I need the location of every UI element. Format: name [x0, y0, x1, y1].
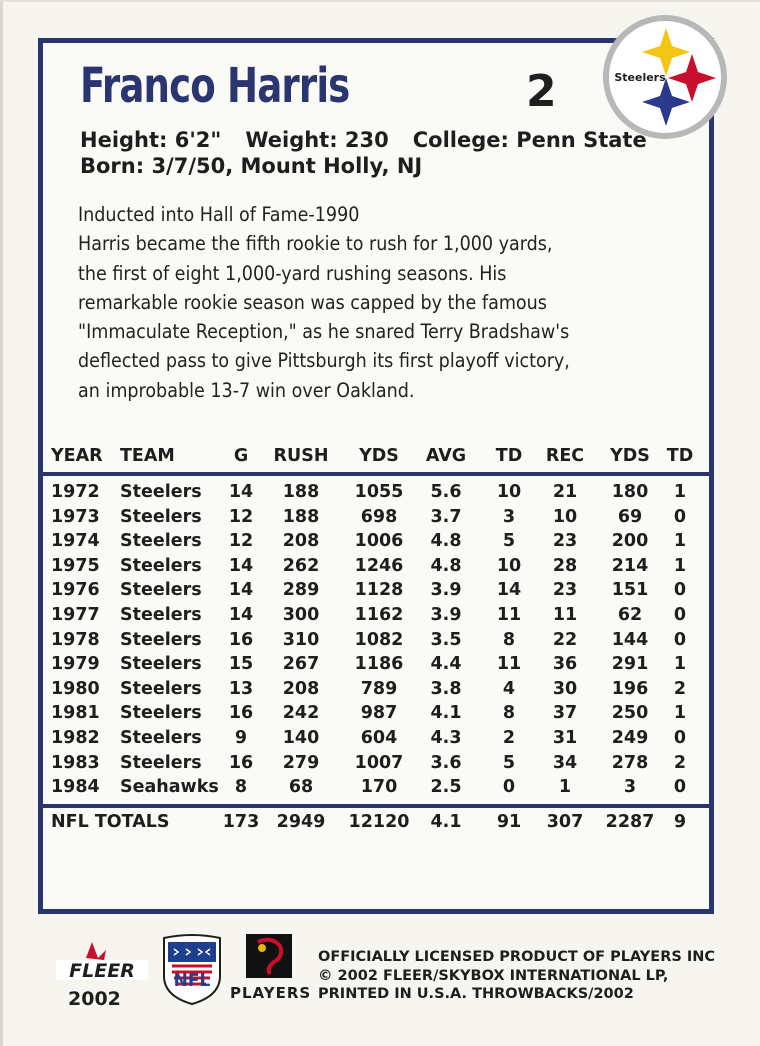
stat-cell: Steelers — [120, 629, 202, 650]
table-row — [43, 480, 709, 505]
stat-cell: 11 — [552, 604, 578, 625]
stat-cell: 987 — [360, 703, 398, 724]
table-row — [43, 529, 709, 554]
stat-cell: 28 — [552, 555, 578, 576]
stat-cell: 0 — [673, 727, 687, 748]
stat-cell: Steelers — [120, 727, 202, 748]
stat-cell: 1 — [673, 531, 687, 552]
table-row — [43, 726, 709, 751]
stat-cell: 14 — [228, 482, 254, 502]
stat-cell: 11 — [496, 604, 522, 625]
stat-cell: 4 — [502, 678, 516, 699]
stat-cell: 1006 — [354, 531, 404, 552]
stat-cell: Steelers — [120, 604, 202, 625]
stat-cell: 1 — [673, 654, 687, 675]
stat-cell: 1972 — [51, 482, 100, 502]
table-row — [43, 677, 709, 702]
stat-cell: 604 — [360, 727, 398, 748]
stat-cell: 170 — [360, 777, 398, 798]
stat-cell: 31 — [552, 727, 578, 748]
table-row — [43, 603, 709, 628]
stat-cell: 1983 — [51, 752, 100, 773]
stat-cell: 173 — [222, 811, 260, 832]
stat-cell: 200 — [611, 531, 649, 552]
height: Height: 6'2" — [80, 128, 222, 152]
stat-cell: Steelers — [120, 531, 202, 552]
stat-cell: 5 — [502, 531, 516, 552]
stat-cell: 2949 — [276, 811, 326, 832]
player-measurements — [80, 128, 671, 152]
stats-table — [43, 444, 709, 834]
table-row — [43, 554, 709, 579]
stat-cell: 91 — [496, 811, 522, 832]
stat-cell: 1974 — [51, 531, 100, 552]
fleer-logo — [56, 936, 151, 1010]
bio-text — [78, 200, 678, 405]
stat-cell: 188 — [282, 482, 320, 502]
stat-cell: 1 — [673, 703, 687, 724]
stats-header-cell: G — [233, 446, 249, 466]
stat-cell: 9 — [673, 811, 687, 832]
stat-cell: 8 — [502, 703, 516, 724]
stat-cell: 250 — [611, 703, 649, 724]
stat-cell: 144 — [611, 629, 649, 650]
table-row — [43, 505, 709, 530]
stat-cell: 1007 — [354, 752, 404, 773]
stat-cell: 16 — [228, 752, 254, 773]
stat-cell: 1977 — [51, 604, 100, 625]
stat-cell: 37 — [552, 703, 578, 724]
stat-cell: 698 — [360, 506, 398, 527]
stat-cell: 3.8 — [430, 678, 462, 699]
stat-cell: 1976 — [51, 580, 100, 601]
college: College: Penn State — [412, 128, 647, 152]
stat-cell: 249 — [611, 727, 649, 748]
stat-cell: 12120 — [348, 811, 410, 832]
stat-cell: 0 — [673, 604, 687, 625]
table-row — [43, 775, 709, 800]
stats-header-cell: AVG — [425, 446, 467, 466]
stat-cell: 10 — [496, 555, 522, 576]
stat-cell: 15 — [228, 654, 254, 675]
players-wordmark: PLAYERS — [230, 984, 312, 1002]
stat-cell: 1186 — [354, 654, 404, 675]
stat-cell: 1082 — [354, 629, 404, 650]
stat-cell: 242 — [282, 703, 320, 724]
stat-cell: 0 — [673, 629, 687, 650]
stat-cell: 1055 — [354, 482, 404, 502]
stat-cell: 14 — [228, 555, 254, 576]
stat-cell: 2 — [673, 752, 687, 773]
stat-cell: 5.6 — [430, 482, 462, 502]
stat-cell: 10 — [552, 506, 578, 527]
stat-cell: 278 — [611, 752, 649, 773]
stat-cell: 1973 — [51, 506, 100, 527]
stat-cell: 3.5 — [430, 629, 462, 650]
fleer-year: 2002 — [68, 988, 121, 1010]
stats-header-cell: YDS — [359, 446, 399, 466]
stat-cell: 11 — [496, 654, 522, 675]
stat-cell: 36 — [552, 654, 578, 675]
stat-cell: 262 — [282, 555, 320, 576]
stat-cell: 140 — [282, 727, 320, 748]
bio-line: the first of eight 1,000-yard rushing seasons. His — [78, 261, 507, 285]
stat-cell: 188 — [282, 506, 320, 527]
stats-header-cell: REC — [545, 446, 585, 466]
stat-cell: 2287 — [605, 811, 655, 832]
stat-cell: 208 — [282, 678, 320, 699]
stat-cell: 22 — [552, 629, 578, 650]
stat-cell: 16 — [228, 629, 254, 650]
stat-cell: 3.6 — [430, 752, 462, 773]
bio-line: an improbable 13-7 win over Oakland. — [78, 378, 415, 402]
stat-cell: 1162 — [354, 604, 404, 625]
stats-header-cell: TD — [495, 446, 523, 466]
stat-cell: Steelers — [120, 678, 202, 699]
player-name: Franco Harris — [80, 58, 350, 114]
stat-cell: 1981 — [51, 703, 100, 724]
stat-cell: 1128 — [354, 580, 404, 601]
stat-cell: 4.8 — [430, 555, 462, 576]
born: Born: 3/7/50, Mount Holly, NJ — [80, 154, 423, 178]
stat-cell: 21 — [552, 482, 578, 502]
table-row — [43, 701, 709, 726]
stat-cell: 9 — [234, 727, 248, 748]
stat-cell: 1 — [673, 482, 687, 502]
stat-cell: 68 — [288, 777, 314, 798]
bio-line: Harris became the fifth rookie to rush for 1,000 yards, — [78, 232, 553, 256]
player-number: 2 — [526, 66, 557, 117]
bio-line: remarkable rookie season was capped by the famous — [78, 290, 547, 314]
stat-cell: 2.5 — [430, 777, 462, 798]
legal-line: OFFICIALLY LICENSED PRODUCT OF PLAYERS INC — [318, 949, 716, 965]
stat-cell: 291 — [611, 654, 649, 675]
stat-cell: 4.1 — [430, 811, 462, 832]
stat-cell: 13 — [228, 678, 254, 699]
stat-cell: NFL TOTALS — [51, 811, 170, 832]
header-rule — [43, 472, 709, 476]
stat-cell: 23 — [552, 580, 578, 601]
legal-line: © 2002 FLEER/SKYBOX INTERNATIONAL LP, — [318, 967, 669, 984]
stat-cell: 4.3 — [430, 727, 462, 748]
stat-cell: 23 — [552, 531, 578, 552]
stat-cell: 4.1 — [430, 703, 462, 724]
stat-cell: 3.9 — [430, 580, 462, 601]
stat-cell: 196 — [611, 678, 649, 699]
table-row — [43, 578, 709, 603]
stat-cell: 62 — [617, 604, 643, 625]
weight: Weight: 230 — [245, 128, 389, 152]
stat-cell: 3 — [502, 506, 516, 527]
stat-cell: 12 — [228, 531, 254, 552]
stats-header-cell: TEAM — [120, 446, 175, 466]
stat-cell: 3.7 — [430, 506, 462, 527]
table-row — [43, 751, 709, 776]
stat-cell: 4.4 — [430, 654, 462, 675]
stat-cell: 151 — [611, 580, 649, 601]
stat-cell: 267 — [282, 654, 320, 675]
stat-cell: 279 — [282, 752, 320, 773]
stat-cell: 1979 — [51, 654, 100, 675]
stats-header-cell: YDS — [610, 446, 650, 466]
stat-cell: 208 — [282, 531, 320, 552]
fleer-word: FLEER — [69, 960, 135, 982]
stat-cell: 14 — [496, 580, 522, 601]
stat-cell: 14 — [228, 580, 254, 601]
stat-cell: 10 — [496, 482, 522, 502]
stat-cell: Steelers — [120, 654, 202, 675]
totals-rule — [43, 804, 709, 808]
stats-header-row — [43, 444, 709, 472]
stats-header-cell: YEAR — [51, 446, 103, 466]
stat-cell: 30 — [552, 678, 578, 699]
stat-cell: Steelers — [120, 703, 202, 724]
stat-cell: 1975 — [51, 555, 100, 576]
table-row — [43, 628, 709, 653]
stat-cell: 2 — [673, 678, 687, 699]
stat-cell: 1246 — [354, 555, 404, 576]
stat-cell: 307 — [546, 811, 584, 832]
stat-cell: 1984 — [51, 777, 100, 798]
stat-cell: Steelers — [120, 555, 202, 576]
card-footer — [0, 928, 760, 1038]
stat-cell: 3 — [623, 777, 637, 798]
stat-cell: 310 — [282, 629, 320, 650]
legal-text — [318, 948, 715, 1004]
stat-cell: 5 — [502, 752, 516, 773]
stat-cell: 0 — [673, 777, 687, 798]
bio-line: "Immaculate Reception," as he snared Terry Bradshaw's — [78, 320, 570, 344]
stat-cell: 2 — [502, 727, 516, 748]
totals-row — [43, 810, 709, 835]
stat-cell: 16 — [228, 703, 254, 724]
stat-cell: Steelers — [120, 580, 202, 601]
stat-cell: 14 — [228, 604, 254, 625]
stat-cell: 300 — [282, 604, 320, 625]
legal-line: PRINTED IN U.S.A. THROWBACKS/2002 — [318, 986, 634, 1002]
table-row — [43, 652, 709, 677]
stat-cell: 1 — [558, 777, 572, 798]
stat-cell: 4.8 — [430, 531, 462, 552]
stat-cell: 0 — [673, 580, 687, 601]
stats-header-cell: RUSH — [273, 446, 329, 466]
stat-cell: 1982 — [51, 727, 100, 748]
players-inc-logo — [244, 932, 296, 984]
stat-cell: 8 — [234, 777, 248, 798]
stat-cell: 214 — [611, 555, 649, 576]
steelers-logo — [600, 12, 730, 142]
stat-cell: 12 — [228, 506, 254, 527]
nfl-shield-logo — [160, 932, 224, 1010]
stat-cell: 8 — [502, 629, 516, 650]
stat-cell: 1978 — [51, 629, 100, 650]
stat-cell: 1 — [673, 555, 687, 576]
stats-header-cell: TD — [666, 446, 694, 466]
stat-cell: 289 — [282, 580, 320, 601]
stat-cell: 69 — [617, 506, 643, 527]
bio-line: Inducted into Hall of Fame-1990 — [78, 203, 360, 226]
logo-label: Steelers — [614, 71, 666, 84]
stat-cell: Steelers — [120, 752, 202, 773]
stat-cell: 180 — [611, 482, 649, 502]
stat-cell: Seahawks — [120, 777, 219, 798]
stat-cell: Steelers — [120, 482, 202, 502]
stat-cell: 34 — [552, 752, 578, 773]
bio-line: deflected pass to give Pittsburgh its first playoff victory, — [78, 349, 570, 373]
stat-cell: 0 — [673, 506, 687, 527]
stat-cell: 3.9 — [430, 604, 462, 625]
stat-cell: 1980 — [51, 678, 100, 699]
stat-cell: 789 — [360, 678, 398, 699]
stat-cell: 0 — [502, 777, 516, 798]
nfl-label: NFL — [173, 971, 211, 991]
stat-cell: Steelers — [120, 506, 202, 527]
